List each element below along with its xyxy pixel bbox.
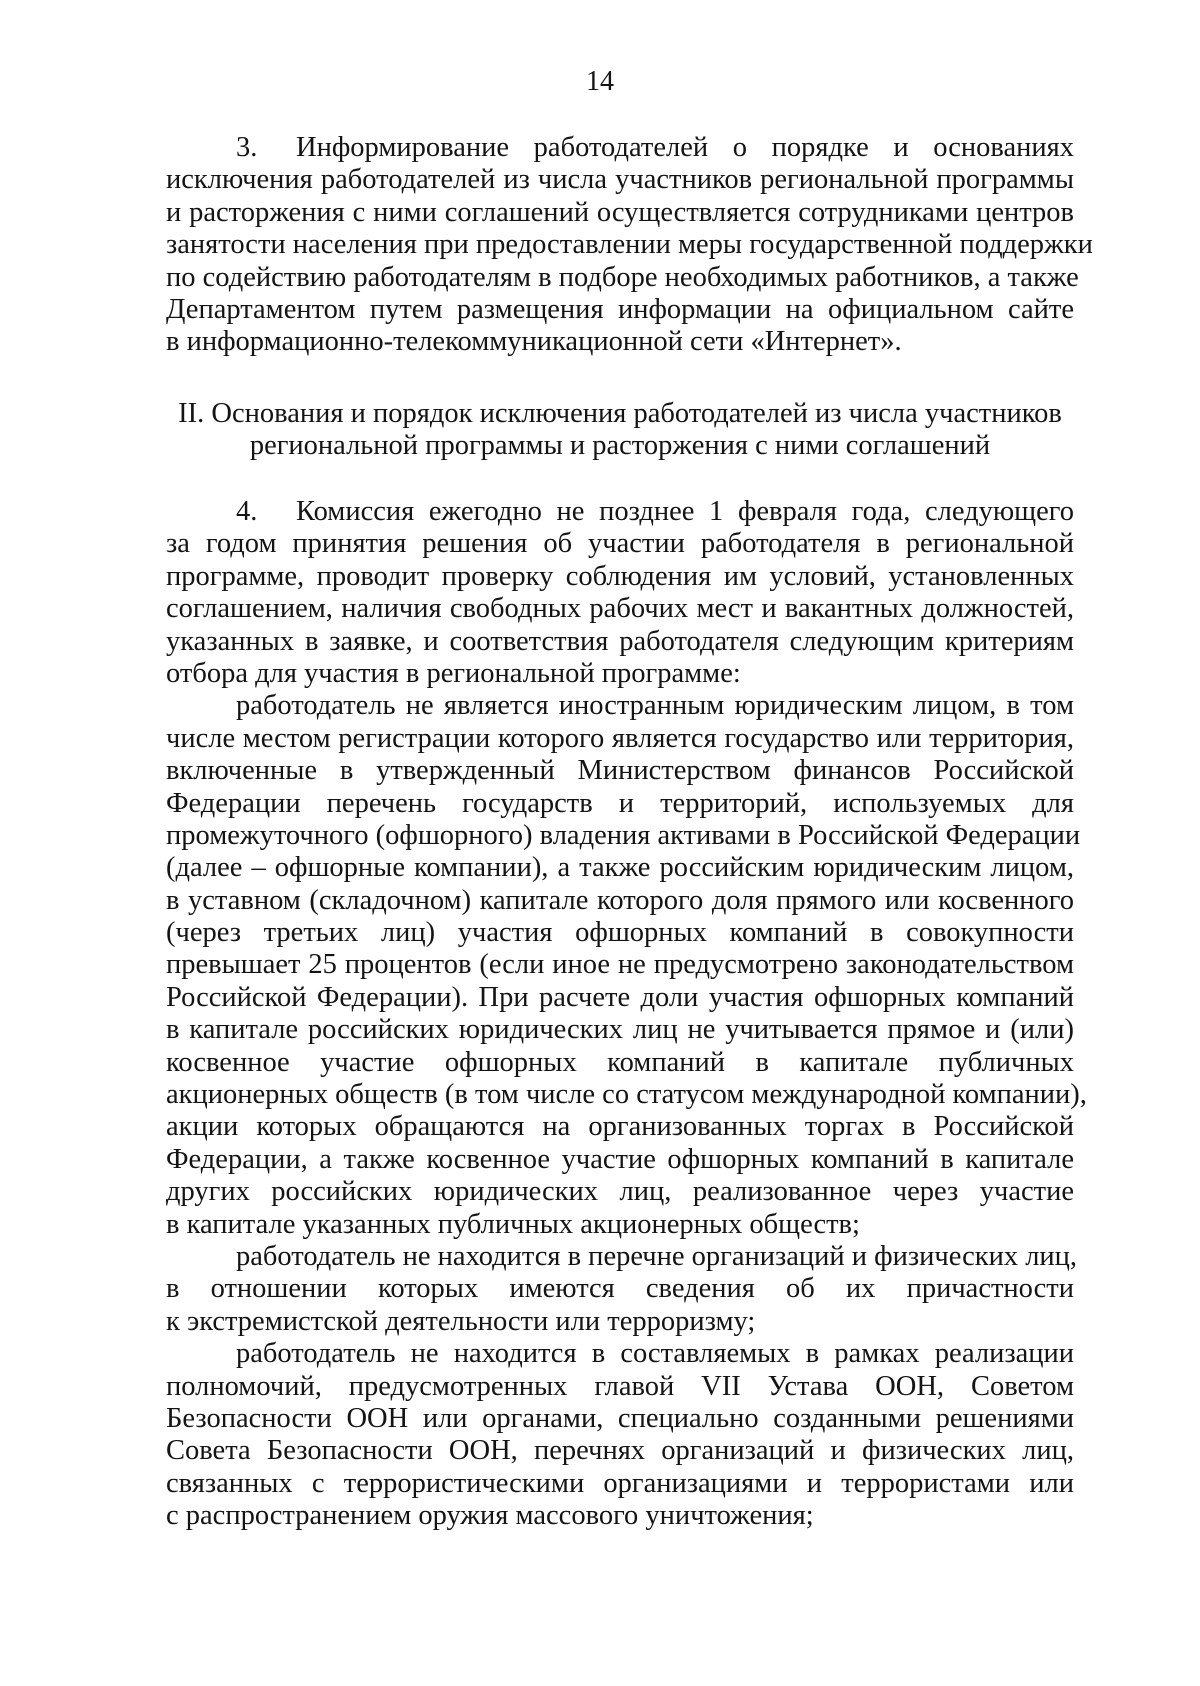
criterion-3-line: связанных с террористическими организациями и террористами или [166, 1467, 1074, 1499]
criterion-1-line: Федерации, а также косвенное участие офшорных компаний в капитале [166, 1143, 1074, 1175]
paragraph-4-number: 4. [236, 496, 258, 527]
criterion-1-line: в капитале российских юридических лиц не учитывается прямое и (или) [166, 1014, 1074, 1046]
page-number: 14 [586, 66, 614, 97]
criterion-1-line: (далее – офшорные компании), а также российским юридическим лицом, [166, 852, 1074, 884]
paragraph-4-first-line [166, 496, 1074, 528]
criterion-1-line: косвенное участие офшорных компаний в капитале публичных [166, 1046, 1074, 1078]
section-heading-line: II. Основания и порядок исключения работодателей из числа участников [178, 398, 1062, 429]
paragraph-4-line: отбора для участия в региональной программе: [166, 657, 741, 689]
criterion-1-line: (через третьих лиц) участия офшорных компаний в совокупности [166, 917, 1074, 949]
paragraph-4-line: программе, проводит проверку соблюдения им условий, установленных [166, 560, 1074, 592]
paragraph-4 [166, 496, 1087, 1533]
criterion-1-line: акционерных обществ (в том числе со статусом международной компании), [166, 1079, 1087, 1111]
paragraph-3-line: в информационно-телекоммуникационной сети «Интернет». [166, 326, 902, 358]
criterion-2-line: работодатель не находится в перечне организаций и физических лиц, [236, 1240, 1078, 1272]
criterion-1-line: Российской Федерации). При расчете доли участия офшорных компаний [166, 981, 1074, 1013]
paragraph-3-line: Информирование работодателей о порядке и основаниях [296, 132, 1074, 163]
paragraph-4-line: указанных в заявке, и соответствия работодателя следующим критериям [166, 625, 1074, 657]
criterion-1-line: работодатель не является иностранным юридическим лицом, в том [236, 690, 1074, 722]
paragraph-3-first-line [166, 132, 1074, 164]
paragraph-3-line: по содействию работодателям в подборе необходимых работников, а также [166, 261, 1079, 293]
criterion-1-line: включенные в утвержденный Министерством финансов Российской [166, 755, 1074, 787]
criterion-1-line: акции которых обращаются на организованных торгах в Российской [166, 1111, 1074, 1143]
paragraph-3-number: 3. [236, 132, 258, 163]
paragraph-3 [166, 132, 1093, 359]
paragraph-3-line: Департаментом путем размещения информации на официальном сайте [166, 293, 1074, 325]
criterion-1-line: Федерации перечень государств и территорий, используемых для [166, 787, 1074, 819]
criterion-2-line: в отношении которых имеются сведения об их причастности [166, 1273, 1074, 1305]
criterion-1-line: промежуточного (офшорного) владения активами в Российской Федерации [166, 819, 1081, 851]
paragraph-3-line: занятости населения при предоставлении меры государственной поддержки [166, 229, 1093, 261]
paragraph-3-line: исключения работодателей из числа участников региональной программы [166, 164, 1074, 196]
criterion-1-line: превышает 25 процентов (если иное не предусмотрено законодательством [166, 949, 1074, 981]
paragraph-4-line: соглашением, наличия свободных рабочих мест и вакантных должностей, [166, 593, 1074, 625]
section-heading-line: региональной программы и расторжения с ними соглашений [249, 430, 991, 462]
criterion-3-line: с распространением оружия массового уничтожения; [166, 1500, 814, 1532]
criterion-3-line: Совета Безопасности ООН, перечнях организаций и физических лиц, [166, 1435, 1074, 1467]
criterion-3-line: работодатель не находится в составляемых в рамках реализации [236, 1338, 1074, 1370]
section-heading [166, 398, 1074, 463]
criterion-1-line: числе местом регистрации которого является государство или территория, [166, 722, 1074, 754]
criterion-1-line: в уставном (складочном) капитале которого доля прямого или косвенного [166, 884, 1074, 916]
criterion-2-line: к экстремистской деятельности или терроризму; [166, 1305, 756, 1337]
paragraph-4-line: за годом принятия решения об участии работодателя в региональной [166, 528, 1074, 560]
criterion-3-line: Безопасности ООН или органами, специально созданными решениями [166, 1402, 1074, 1434]
paragraph-3-line: и расторжения с ними соглашений осуществляется сотрудниками центров [166, 196, 1074, 228]
paragraph-4-line: Комиссия ежегодно не позднее 1 февраля года, следующего [296, 496, 1074, 527]
criterion-1-line: других российских юридических лиц, реализованное через участие [166, 1176, 1074, 1208]
criterion-1-line: в капитале указанных публичных акционерных обществ; [166, 1208, 860, 1240]
criterion-3-line: полномочий, предусмотренных главой VII Устава ООН, Советом [166, 1370, 1074, 1402]
